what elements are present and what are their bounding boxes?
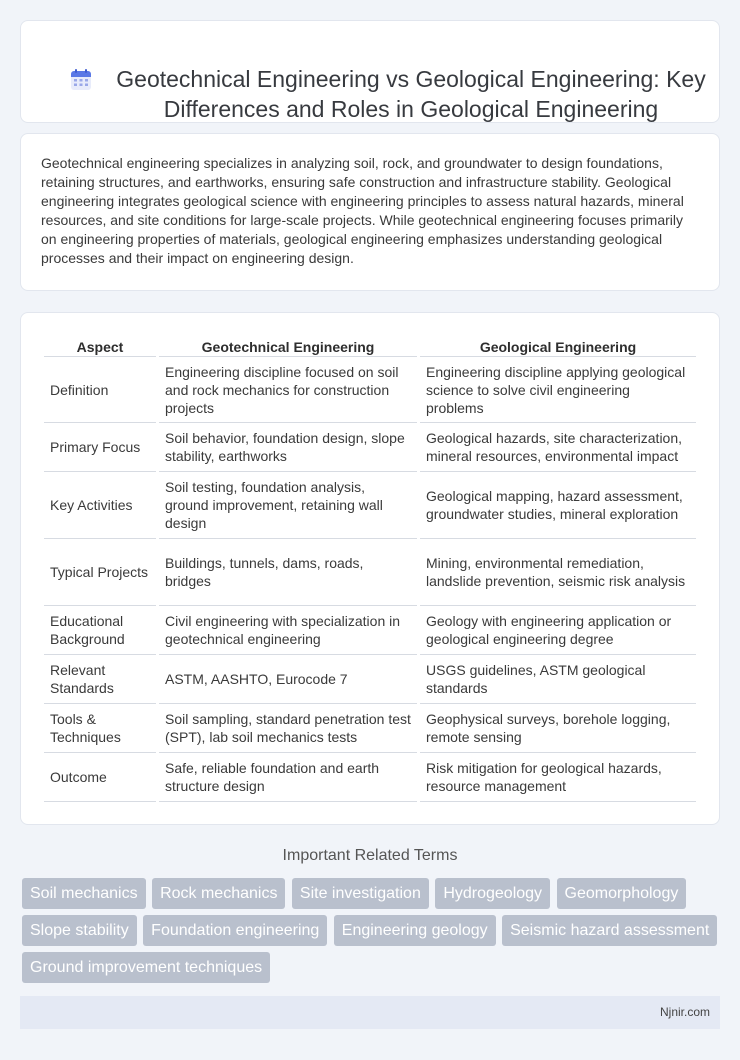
row-aspect: Definition: [44, 357, 156, 423]
row-geotechnical: Soil testing, foundation analysis, ground improvement, retaining wall design: [159, 472, 417, 539]
table-row: [44, 753, 696, 802]
term-tag[interactable]: Seismic hazard assessment: [502, 915, 717, 946]
page-title: Geotechnical Engineering vs Geological Engineering: Key Differences and Roles in Geological Engineering: [116, 66, 706, 122]
row-geotechnical: ASTM, AASHTO, Eurocode 7: [159, 655, 417, 704]
intro-paragraph: Geotechnical engineering specializes in analyzing soil, rock, and groundwater to design foundations, retaining structures, and earthworks, ensuring safe construction and infrastructure stability. Geological engineering integrates geological science with engineering principles to assess natural hazards, mineral resources, and site conditions for large-scale projects. While geotechnical engineering focuses primarily on engineering properties of materials, geological engineering emphasizes understanding geological processes and their impact on engineering design.: [41, 155, 684, 266]
row-geological: Geological hazards, site characterization, mineral resources, environmental impact: [420, 423, 696, 472]
table-header-row: [44, 333, 696, 357]
row-geotechnical: Safe, reliable foundation and earth structure design: [159, 753, 417, 802]
row-geotechnical: Buildings, tunnels, dams, roads, bridges: [159, 539, 417, 606]
row-geotechnical: Engineering discipline focused on soil and rock mechanics for construction projects: [159, 357, 417, 423]
intro-card: [20, 133, 720, 291]
row-geological: Geological mapping, hazard assessment, groundwater studies, mineral exploration: [420, 472, 696, 539]
row-aspect: Tools & Techniques: [44, 704, 156, 753]
table-row: [44, 357, 696, 423]
row-aspect: Educational Background: [44, 606, 156, 655]
header-aspect: Aspect: [44, 333, 156, 357]
comparison-card: [20, 312, 720, 825]
row-geotechnical: Soil sampling, standard penetration test (SPT), lab soil mechanics tests: [159, 704, 417, 753]
header-geological: Geological Engineering: [420, 333, 696, 357]
title-card: [20, 20, 720, 123]
footer: [20, 996, 720, 1029]
term-tag[interactable]: Foundation engineering: [143, 915, 327, 946]
comparison-table: [41, 333, 699, 802]
related-terms-list: [22, 878, 722, 989]
term-tag[interactable]: Engineering geology: [334, 915, 496, 946]
row-aspect: Relevant Standards: [44, 655, 156, 704]
row-geological: USGS guidelines, ASTM geological standards: [420, 655, 696, 704]
header-geotechnical: Geotechnical Engineering: [159, 333, 417, 357]
table-row: [44, 655, 696, 704]
row-geological: Geophysical surveys, borehole logging, remote sensing: [420, 704, 696, 753]
table-row: [44, 539, 696, 606]
table-row: [44, 423, 696, 472]
term-tag[interactable]: Geomorphology: [557, 878, 687, 909]
row-aspect: Key Activities: [44, 472, 156, 539]
row-geological: Geology with engineering application or geological engineering degree: [420, 606, 696, 655]
term-tag[interactable]: Soil mechanics: [22, 878, 146, 909]
calendar-icon: [69, 68, 93, 92]
row-aspect: Typical Projects: [44, 539, 156, 606]
row-geotechnical: Civil engineering with specialization in geotechnical engineering: [159, 606, 417, 655]
row-aspect: Primary Focus: [44, 423, 156, 472]
footer-site-link[interactable]: Njnir.com: [659, 1005, 710, 1019]
row-geotechnical: Soil behavior, foundation design, slope stability, earthworks: [159, 423, 417, 472]
term-tag[interactable]: Ground improvement techniques: [22, 952, 270, 983]
row-aspect: Outcome: [44, 753, 156, 802]
row-geological: Mining, environmental remediation, landslide prevention, seismic risk analysis: [420, 539, 696, 606]
term-tag[interactable]: Hydrogeology: [435, 878, 550, 909]
table-row: [44, 704, 696, 753]
related-terms-heading: Important Related Terms: [282, 847, 458, 864]
table-row: [44, 606, 696, 655]
term-tag[interactable]: Slope stability: [22, 915, 137, 946]
row-geological: Engineering discipline applying geological science to solve civil engineering problems: [420, 357, 696, 423]
row-geological: Risk mitigation for geological hazards, resource management: [420, 753, 696, 802]
term-tag[interactable]: Site investigation: [292, 878, 429, 909]
table-row: [44, 472, 696, 539]
term-tag[interactable]: Rock mechanics: [152, 878, 285, 909]
